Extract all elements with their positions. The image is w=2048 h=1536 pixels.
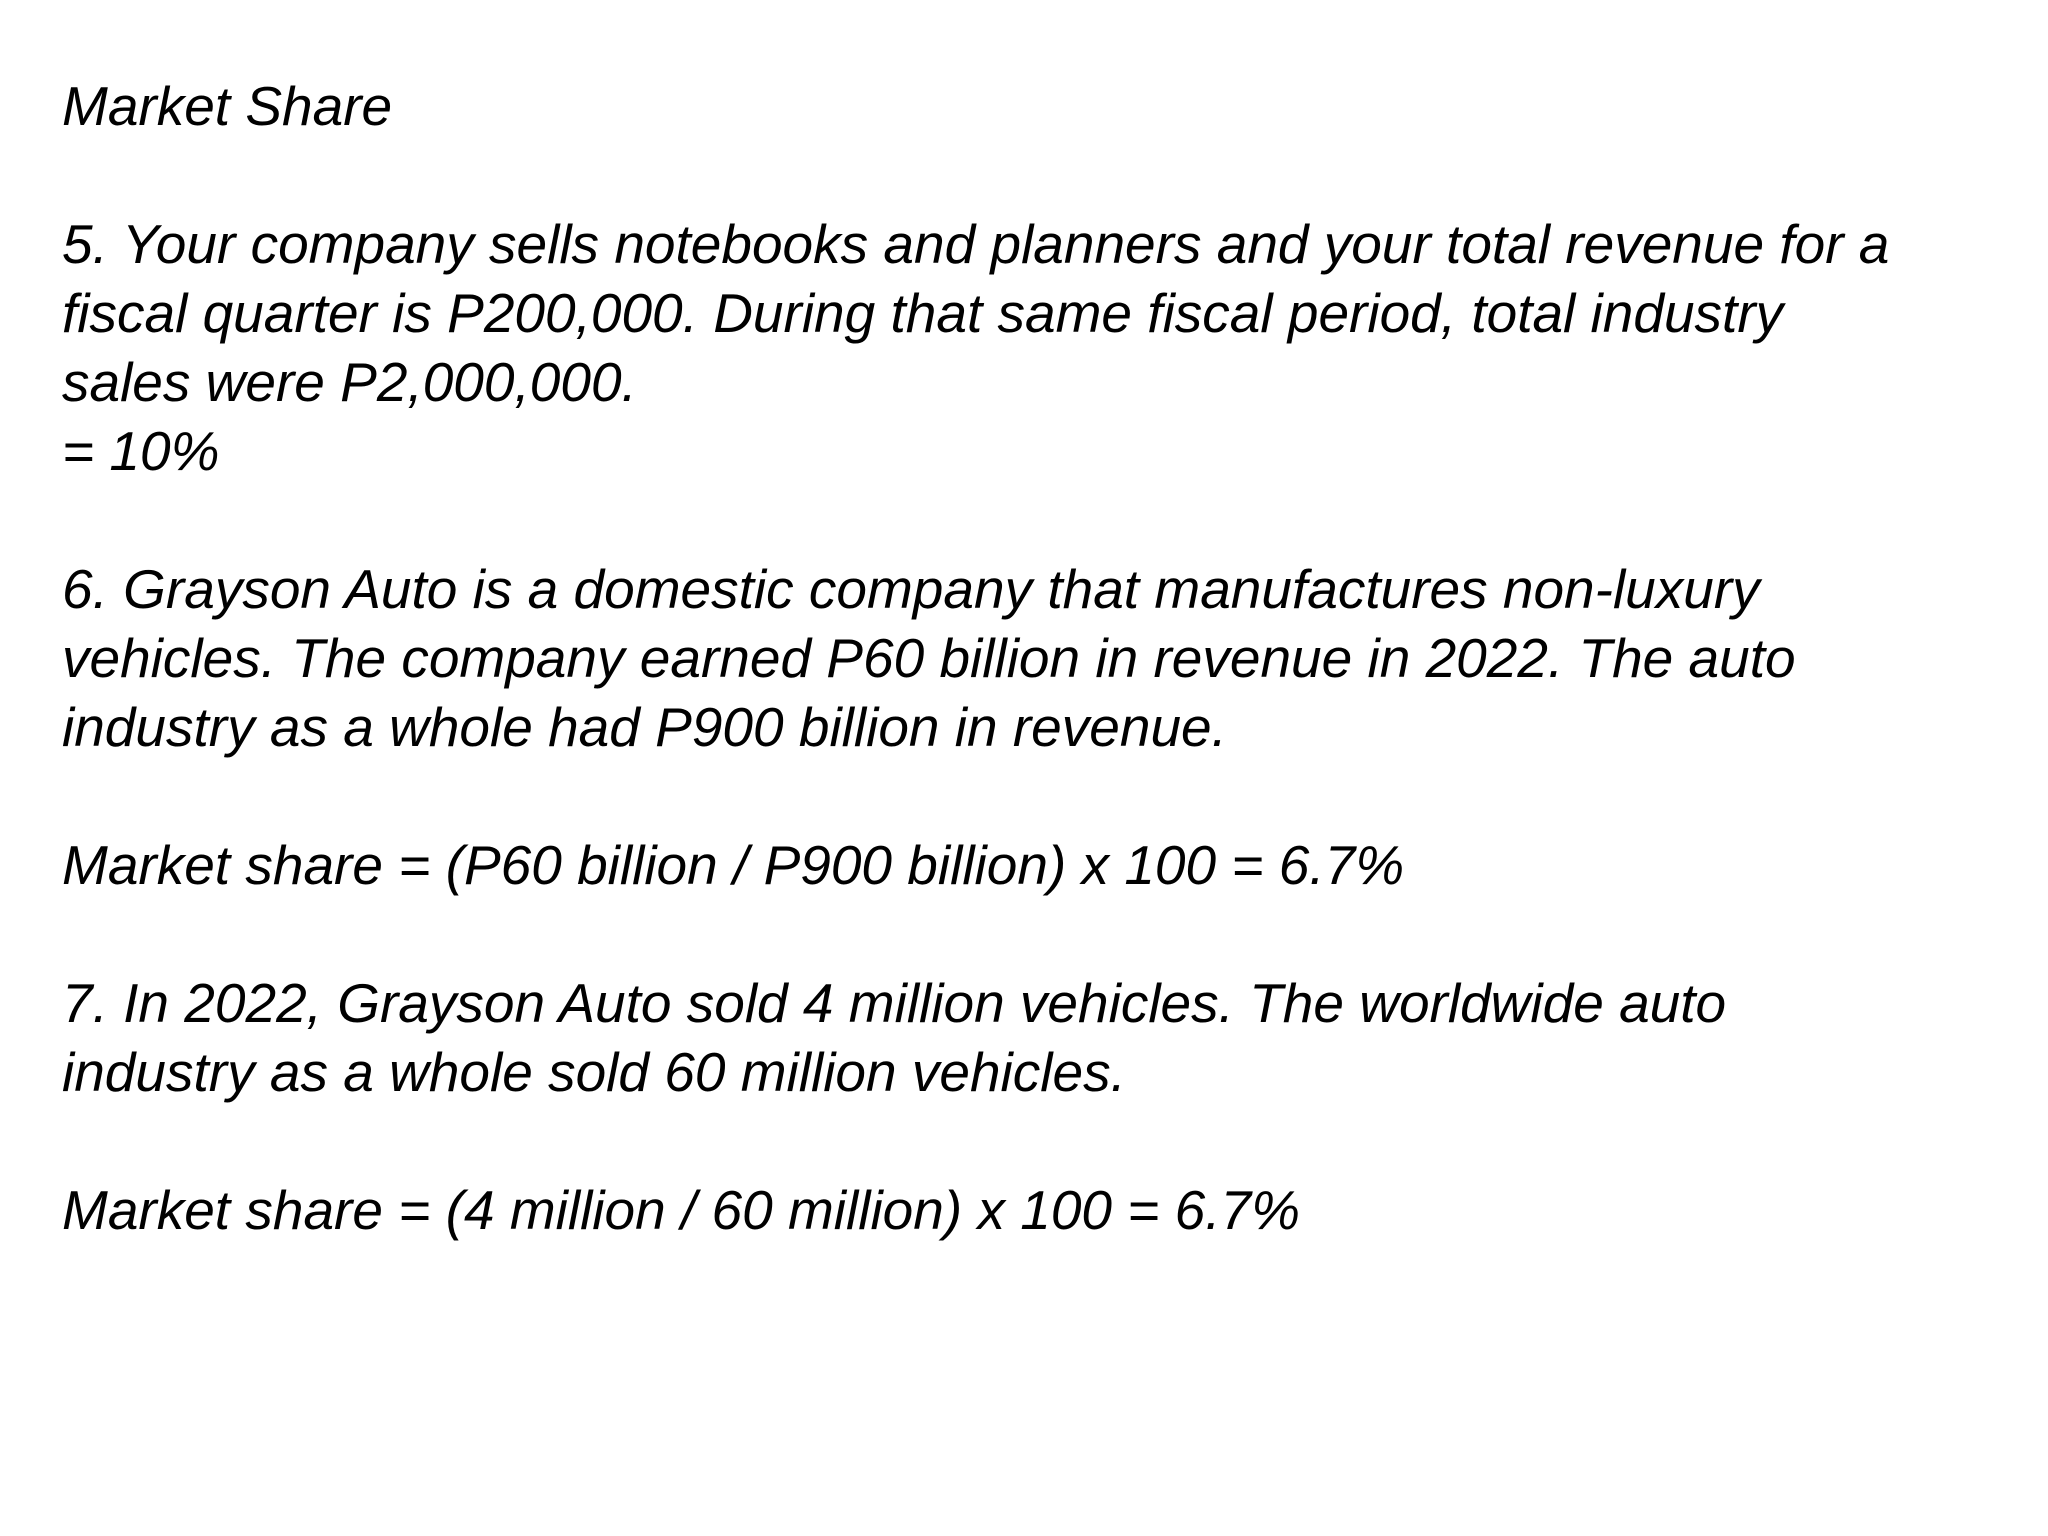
- spacer: [62, 1107, 1992, 1176]
- spacer: [62, 486, 1992, 555]
- question-6-line-2: vehicles. The company earned P60 billion in revenue in 2022. The auto: [62, 627, 1796, 689]
- question-5-answer: = 10%: [62, 420, 220, 482]
- question-6-line-1: 6. Grayson Auto is a domestic company that manufactures non-luxury: [62, 558, 1760, 620]
- page-title: Market Share: [62, 75, 393, 137]
- question-5-line-3: sales were P2,000,000.: [62, 351, 637, 413]
- question-7: [62, 969, 1992, 1245]
- question-5: [62, 210, 1992, 486]
- question-7-answer: Market share = (4 million / 60 million) x 100 = 6.7%: [62, 1179, 1301, 1241]
- question-7-line-1: 7. In 2022, Grayson Auto sold 4 million vehicles. The worldwide auto: [62, 972, 1727, 1034]
- question-6: [62, 555, 1992, 900]
- spacer: [62, 762, 1992, 831]
- question-5-line-2: fiscal quarter is P200,000. During that same fiscal period, total industry: [62, 282, 1784, 344]
- question-7-line-2: industry as a whole sold 60 million vehicles.: [62, 1041, 1126, 1103]
- question-5-line-1: 5. Your company sells notebooks and planners and your total revenue for a: [62, 213, 1890, 275]
- question-6-answer: Market share = (P60 billion / P900 billion) x 100 = 6.7%: [62, 834, 1405, 896]
- document-body: [62, 72, 1992, 1245]
- spacer: [62, 141, 1992, 210]
- spacer: [62, 900, 1992, 969]
- question-6-line-3: industry as a whole had P900 billion in revenue.: [62, 696, 1227, 758]
